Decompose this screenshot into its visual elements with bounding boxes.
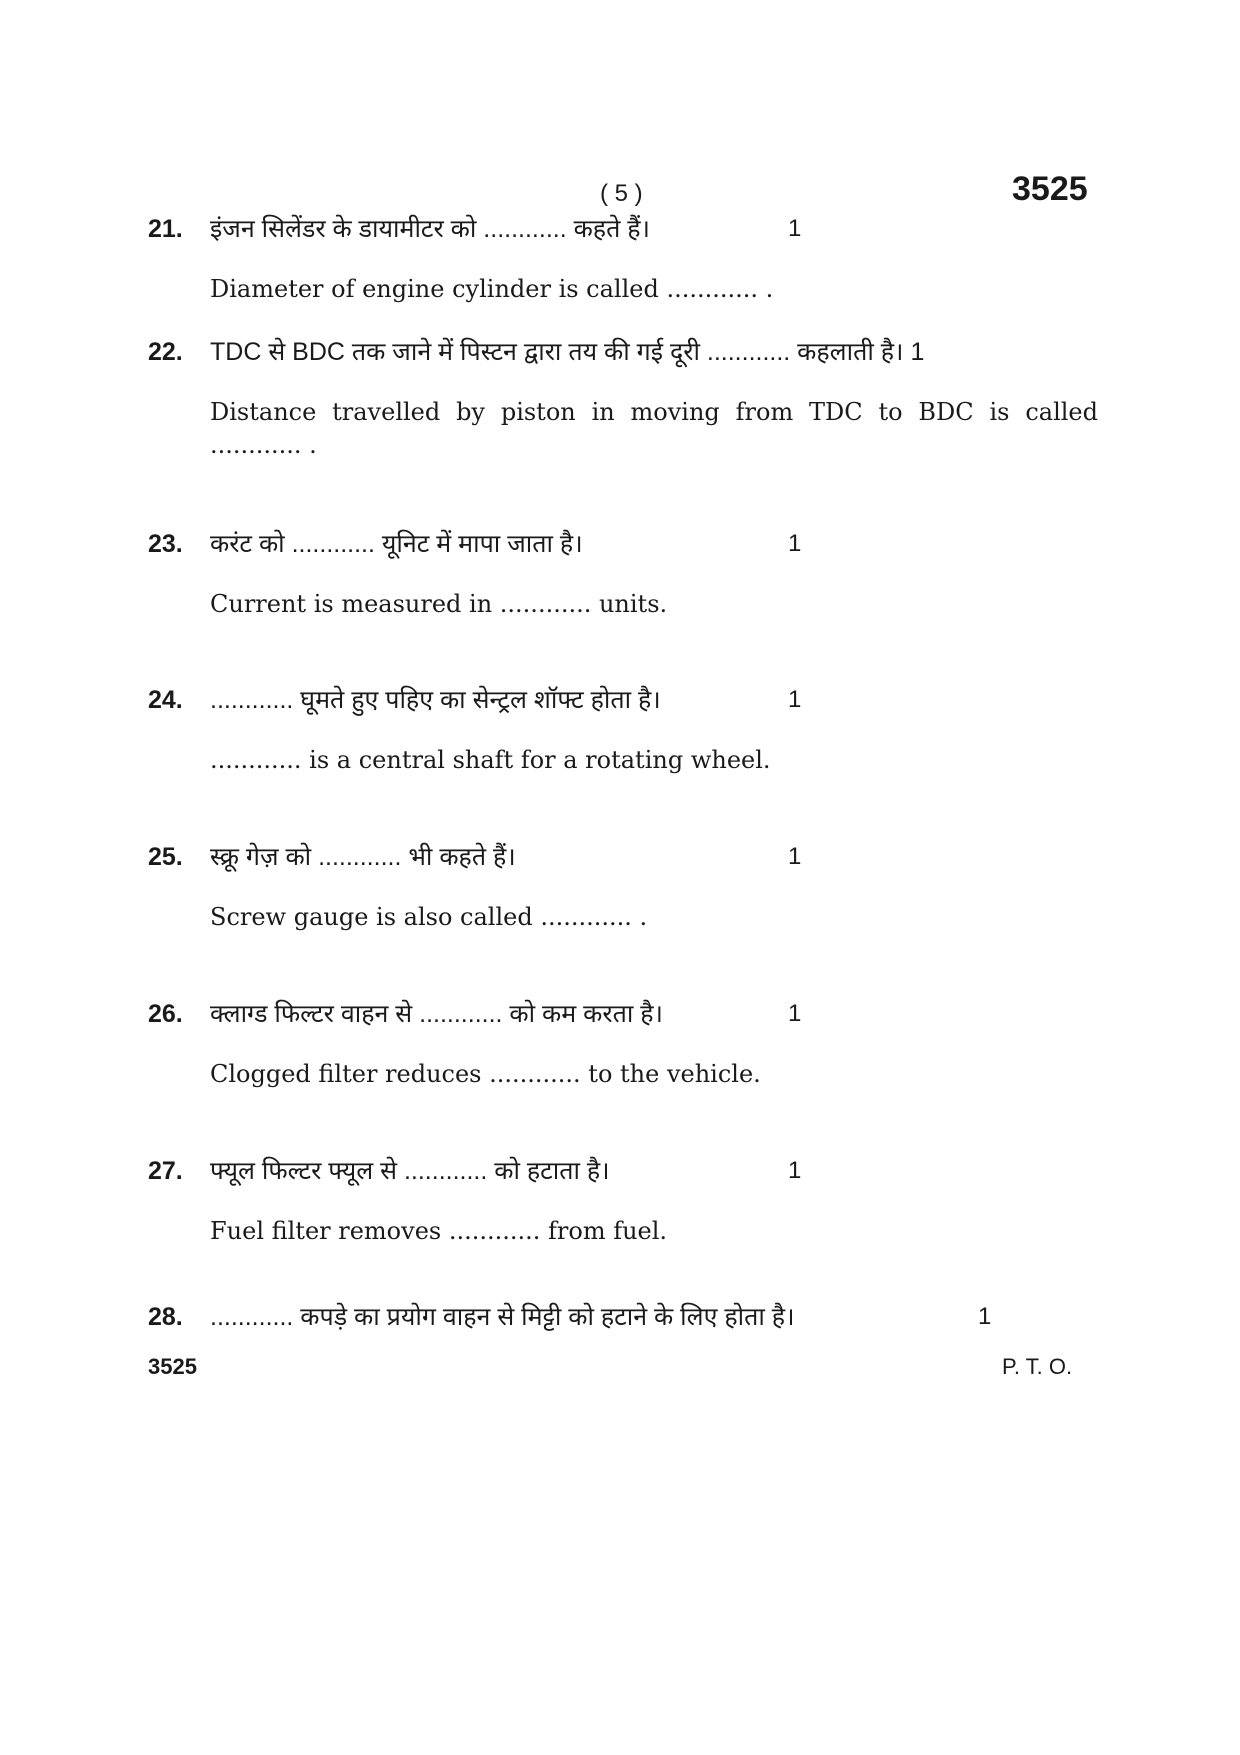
question-number: 28. — [148, 1303, 183, 1331]
question-english: Diameter of engine cylinder is called ............ . — [210, 275, 774, 303]
question-27 — [148, 1153, 1098, 1249]
question-number: 22. — [148, 338, 183, 366]
question-english-line-2: ............ . — [210, 431, 317, 459]
question-28 — [148, 1299, 1098, 1335]
page-number: ( 5 ) — [600, 180, 643, 207]
question-hindi: ............ घूमते हुए पहिए का सेन्ट्रल शॉफ्ट होता है। — [210, 686, 661, 714]
question-22 — [148, 334, 1098, 460]
pto-label: P. T. O. — [1002, 1354, 1073, 1379]
question-marks: 1 — [788, 1157, 802, 1184]
question-marks: 1 — [978, 1303, 992, 1330]
question-number: 23. — [148, 530, 183, 558]
question-21 — [148, 211, 1098, 307]
question-hindi: फ्यूल फिल्टर फ्यूल से ............ को हटाता है। — [210, 1157, 610, 1185]
question-hindi: करंट को ............ यूनिट में मापा जाता है। — [210, 530, 583, 558]
question-english: Clogged filter reduces ............ to the vehicle. — [210, 1060, 761, 1088]
paper-code-header: 3525 — [1012, 170, 1088, 208]
question-hindi: TDC से BDC तक जाने में पिस्टन द्वारा तय की गई दूरी ............ कहलाती है। 1 — [210, 338, 925, 366]
question-hindi: इंजन सिलेंडर के डायामीटर को ............ कहते हैं। — [210, 215, 651, 243]
question-english: Current is measured in ............ units. — [210, 590, 668, 618]
question-marks: 1 — [788, 686, 802, 713]
question-marks: 1 — [788, 215, 802, 242]
question-25 — [148, 839, 1098, 935]
question-marks: 1 — [788, 1000, 802, 1027]
question-number: 21. — [148, 215, 183, 243]
question-marks: 1 — [788, 843, 802, 870]
paper-code-footer: 3525 — [148, 1354, 197, 1379]
question-hindi: ............ कपड़े का प्रयोग वाहन से मिट्टी को हटाने के लिए होता है। — [210, 1303, 795, 1331]
question-marks: 1 — [788, 530, 802, 557]
question-26 — [148, 996, 1098, 1092]
question-number: 27. — [148, 1157, 183, 1185]
question-english: Fuel filter removes ............ from fuel. — [210, 1217, 668, 1245]
question-hindi: क्लाग्ड फिल्टर वाहन से ............ को कम करता है। — [210, 1000, 663, 1028]
question-english: ............ is a central shaft for a rotating wheel. — [210, 746, 771, 774]
question-english-line-1: Distance travelled by piston in moving from TDC to BDC is called — [210, 398, 1098, 426]
question-number: 24. — [148, 686, 183, 714]
question-english: Screw gauge is also called ............ . — [210, 903, 648, 931]
question-hindi: स्क्रू गेज़ को ............ भी कहते हैं। — [210, 843, 516, 871]
question-number: 25. — [148, 843, 183, 871]
question-number: 26. — [148, 1000, 183, 1028]
question-23 — [148, 526, 1098, 622]
question-24 — [148, 682, 1098, 778]
